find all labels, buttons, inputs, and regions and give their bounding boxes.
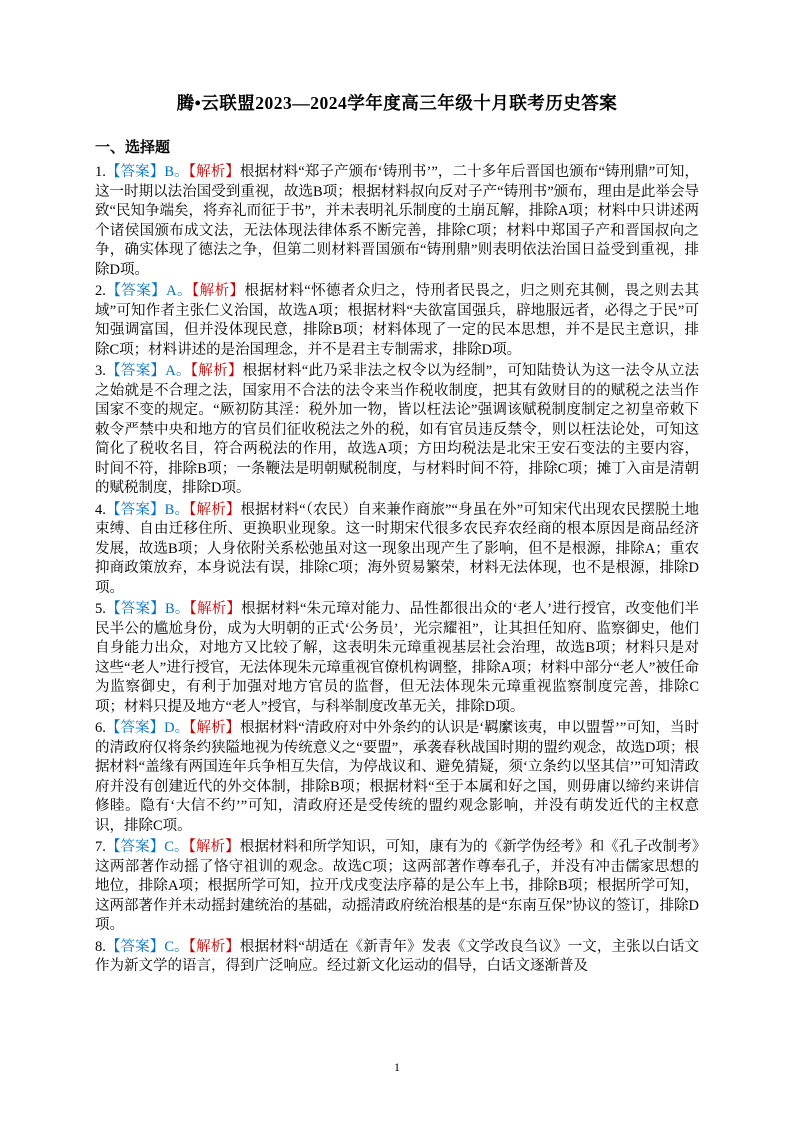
item-number: 3. [95,363,106,379]
analysis-text: 根据材料“（农民）自来兼作商旅”“身虽在外”可知宋代出现农民摆脱土地束缚、自由迁移住所、更换职业现象。这一时期宋代很多农民弃农经商的根本原因是商品经济发展，故选B项；人身依附关系松弛虽对这一现象出现产生了影响，但不是根源，排除A；重农抑商政策放弃，本身说法有误，排除C项；海外贸易繁荣，材料无法体现，也不是根源，排除D项。 [95,501,699,596]
item-number: 6. [95,720,106,736]
page-number: 1 [394,1060,400,1074]
answer-label: 【答案】 [105,363,166,379]
answer-item-2 [95,282,699,360]
answer-label: 【答案】 [105,501,165,518]
analysis-text: 根据材料“胡适在《新青年》发表《文学改良刍议》一文，主张以白话文作为新文学的语言，得到广泛响应。经过新文化运动的倡导，白话文逐渐普及 [95,938,700,974]
item-number: 2. [95,283,106,299]
analysis-label: 【解析】 [188,839,240,855]
answer-item-7 [95,838,699,936]
answer-value: C。 [164,839,189,855]
answer-value: D。 [164,720,190,736]
answer-value: A。 [165,363,191,379]
item-number: 8. [95,938,106,955]
answer-value: B。 [164,501,190,518]
answer-item-5 [95,600,699,717]
answer-label: 【答案】 [105,601,165,617]
analysis-label: 【解析】 [191,283,245,299]
answer-item-3 [95,362,699,499]
answer-value: C。 [164,938,189,955]
item-number: 4. [95,501,106,518]
item-number: 1. [95,164,106,180]
section-heading: 一、选择题 [95,140,171,156]
answer-label: 【答案】 [105,720,165,736]
analysis-label: 【解析】 [189,720,241,736]
answer-label: 【答案】 [105,938,165,955]
answer-value: B。 [164,601,190,617]
analysis-text: 根据材料和所学知识，可知，康有为的《新学伪经考》和《孔子改制考》这两部著作动摇了恪守祖训的观念。故选C项；这两部著作尊奉孔子，并没有冲击儒家思想的地位，排除A项；根据所学可知，拉开戊戌变法序幕的是公车上书，排除B项；根据所学可知，这两部著作并未动摇封建统治的基础，动摇清政府统治根基的是“东南互保”协议的签订，排除D项。 [95,839,700,933]
analysis-label: 【解析】 [190,363,243,379]
answer-item-8 [95,938,699,977]
answer-label: 【答案】 [105,839,165,855]
answer-value: A。 [166,283,192,299]
analysis-text: 根据材料“清政府对中外条约的认识是‘羁縻该夷，申以盟誓’”可知，当时的清政府仅将条约狭隘地视为传统意义之“要盟”，承袭春秋战国时期的盟约观念，故选D项；根据材料“盖缘有两国连年兵争相互失信，为停战议和、避免猜疑，须‘立条约以坚其信’”可知清政府并没有创建近代的外交体制，排除B项；根据材料“至于本属和好之国，则毋庸以缔约来讲信修睦。隐有‘大信不约’”可知，清政府还是受传统的盟约观念影响，并没有萌发近代的主权意识，排除C项。 [95,720,700,834]
answer-label: 【答案】 [105,283,167,299]
item-number: 7. [95,839,106,855]
answer-label: 【答案】 [105,164,165,180]
answer-item-1 [95,163,699,280]
analysis-text: 根据材料“郑子产颁布‘铸刑书’”，二十多年后晋国也颁布“铸刑鼎”可知，这一时期以法治国受到重视，故选B项；根据材料叔向反对子产“铸刑书”颁布，理由是此举会导致“民知争端矣，将弃礼而征于书”，并未表明礼乐制度的土崩瓦解，排除A项；材料中只讲述两个诸侯国颁布成文法，无法体现法律体系不断完善，排除C项；材料中郑国子产和晋国叔向之争，确实体现了德法之争，但第二则材料晋国颁布“铸刑鼎”则表明依法治国日益受到重视，排除D项。 [95,164,700,278]
analysis-label: 【解析】 [189,601,242,617]
document-title: 腾•云联盟2023—2024学年度高三年级十月联考历史答案 [176,93,618,113]
answer-value: B。 [164,164,189,180]
answer-item-4 [95,501,699,599]
answer-list [95,163,699,977]
answer-item-6 [95,719,699,836]
analysis-label: 【解析】 [189,501,241,518]
item-number: 5. [95,601,106,617]
analysis-label: 【解析】 [188,938,240,955]
analysis-text: 根据材料“怀德者众归之，恃刑者民畏之，归之则充其侧，畏之则去其域”可知作者主张仁义治国，故选A项；根据材料“夫欲富国强兵，辟地服远者，必得之于民”可知强调富国，但并没体现民意，排除B项；材料体现了一定的民本思想，并不是民主意识，排除C项；材料讲述的是治国理念，并不是君主专制需求，排除D项。 [95,283,700,358]
analysis-label: 【解析】 [188,164,240,180]
analysis-text: 根据材料“朱元璋对能力、品性都很出众的‘老人’进行授官，改变他们半民半公的尴尬身份，成为大明朝的正式‘公务员’，光宗耀祖”，让其担任知府、监察御史，他们自身能力出众，对地方又比较了解，这表明朱元璋重视基层社会治理，故选B项；材料只是对这些“老人”进行授官，无法体现朱元璋重视官僚机构调整，排除A项；材料中部分“老人”被任命为监察御史，有利于加强对地方官员的监督，但无法体现朱元璋重视监察制度完善，排除C项；材料只提及地方“老人”授官，与科举制度改革无关，排除D项。 [95,601,700,715]
analysis-text: 根据材料“此乃采非法之权令以为经制”，可知陆贽认为这一法令从立法之始就是不合理之法，国家用不合法的法令来当作税收制度，把其有敛财目的的赋税之法当作国家不变的规定。“厥初防其淫：税外加一物，皆以枉法论”强调该赋税制度制定之初皇帝敕下敕令严禁中央和地方的官员们征收税法之外的税，如有官员违反禁令，则以枉法论处，可知这简化了税收名目，符合两税法的作用，故选A项；方田均税法是北宋王安石变法的主要内容，时间不符，排除B项；一条鞭法是明朝赋税制度，与材料时间不符，排除C项；摊丁入亩是清朝的赋税制度，排除D项。 [95,363,700,496]
